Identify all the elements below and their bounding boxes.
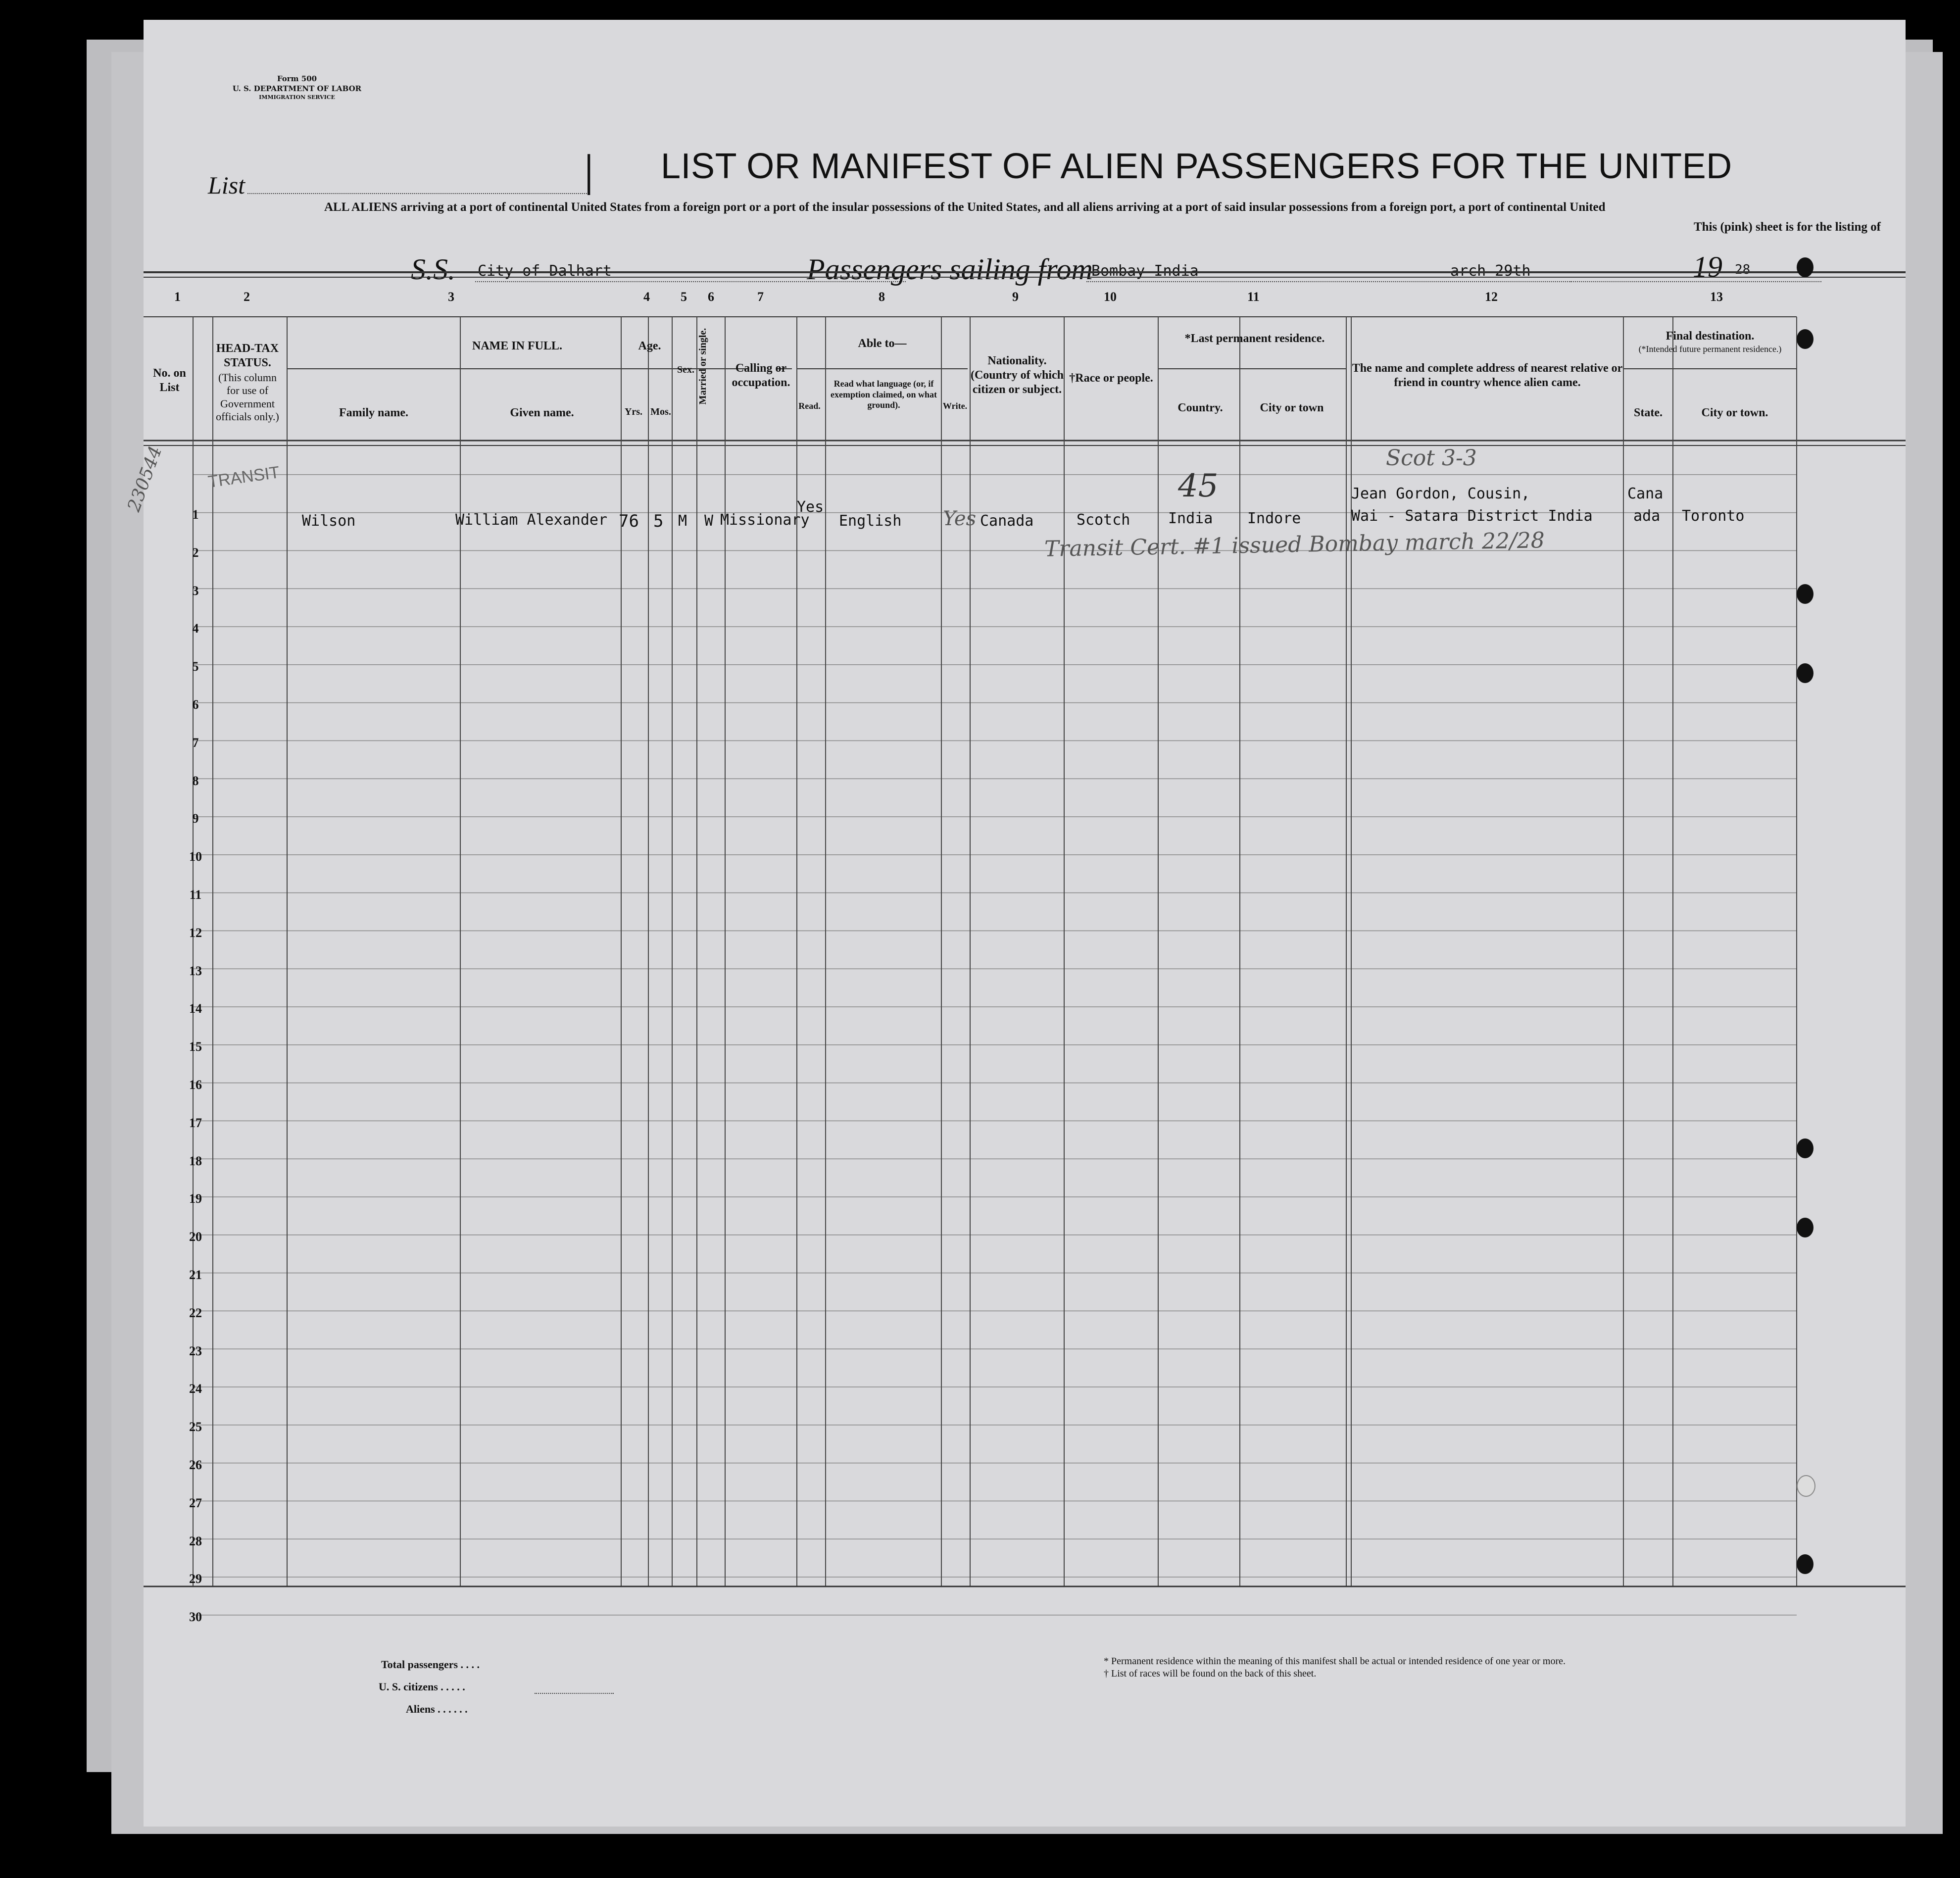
transit-stamp: TRANSIT <box>206 463 281 492</box>
header-married: Married or single. <box>697 328 708 405</box>
sailing-date: arch 29th <box>1450 262 1531 280</box>
header-sex: Sex. <box>677 364 694 375</box>
row-number: 4 <box>192 621 199 636</box>
header-final-destination-note: (*Intended future permanent residence.) <box>1638 344 1782 354</box>
age-months: 5 <box>653 511 664 531</box>
row-number: 6 <box>192 697 199 712</box>
dest-city: Toronto <box>1682 507 1745 525</box>
dest-state-line-1: Cana <box>1627 485 1664 502</box>
row-number: 3 <box>192 583 199 598</box>
binder-hole <box>1797 1554 1813 1574</box>
hand-transit-note: Transit Cert. #1 issued Bombay march 22/28 <box>1044 528 1545 562</box>
married-status: W <box>704 512 714 530</box>
col-number: 12 <box>1485 290 1498 304</box>
header-nationality: Nationality. (Country of which citizen or subject. <box>970 354 1064 396</box>
col-number: 1 <box>174 290 181 304</box>
us-citizens-line <box>535 1693 614 1694</box>
row-number: 5 <box>192 659 199 674</box>
header-able-to: Able to— <box>858 337 907 350</box>
year-suffix: 28 <box>1735 262 1751 277</box>
header-yrs: Yrs. <box>624 406 643 417</box>
header-country: Country. <box>1177 401 1223 414</box>
manifest-sheet <box>124 20 1906 1827</box>
relative-line-1: Jean Gordon, Cousin, <box>1351 485 1530 502</box>
col-number: 9 <box>1012 290 1019 304</box>
header-city-or-town: City or town <box>1260 401 1324 414</box>
row-number: 24 <box>189 1382 202 1396</box>
nationality: Canada <box>980 512 1034 530</box>
row-number: 7 <box>192 735 199 750</box>
language: English <box>839 512 902 530</box>
margin-number: 230544 <box>124 443 166 515</box>
title: LIST OR MANIFEST OF ALIEN PASSENGERS FOR THE UNITED <box>661 147 1732 186</box>
header-head-tax: HEAD-TAX STATUS. <box>216 342 279 369</box>
row-number: 8 <box>192 773 199 788</box>
row-number: 25 <box>189 1420 202 1434</box>
ship-prefix: S.S. <box>411 253 455 286</box>
binder-hole <box>1797 663 1813 683</box>
row-number: 30 <box>189 1610 202 1625</box>
row-number: 15 <box>189 1039 202 1054</box>
header-read: Read. <box>798 401 821 411</box>
sex: M <box>678 512 687 530</box>
aliens-label: Aliens . . . . . . <box>406 1703 468 1715</box>
total-passengers-label: Total passengers . . . . <box>381 1658 480 1671</box>
row-number: 17 <box>189 1115 202 1130</box>
row-number: 23 <box>189 1343 202 1358</box>
row-number: 13 <box>189 963 202 978</box>
header-age: Age. <box>638 340 661 352</box>
row-number: 11 <box>189 888 202 902</box>
header-state: State. <box>1634 406 1663 419</box>
row-number: 22 <box>189 1305 202 1320</box>
row-number: 1 <box>192 507 199 522</box>
header-no-on-list: No. on List <box>153 367 186 394</box>
header-relative: The name and complete address of nearest relative or friend in country whence alien came. <box>1352 362 1623 389</box>
header-read-language: Read what language (or, if exemption claimed, on what ground). <box>831 379 937 410</box>
occupation: Missionary <box>720 511 810 529</box>
footnote-races: † List of races will be found on the back of this sheet. <box>1104 1668 1317 1679</box>
header-race: †Race or people. <box>1069 372 1153 385</box>
row-number: 19 <box>189 1191 202 1206</box>
header-name-in-full: NAME IN FULL. <box>472 340 562 352</box>
age-years: 76 <box>619 511 639 531</box>
col-number: 13 <box>1710 290 1723 304</box>
hand-country-number: 45 <box>1178 468 1219 504</box>
sailing-label: Passengers sailing from <box>807 253 1093 286</box>
binder-hole <box>1797 1218 1813 1237</box>
binder-hole <box>1797 257 1813 277</box>
row-number: 14 <box>189 1001 202 1016</box>
header-given-name: Given name. <box>510 406 574 419</box>
col-number: 11 <box>1247 290 1260 304</box>
binder-hole <box>1797 329 1813 349</box>
us-citizens-label: U. S. citizens . . . . . <box>379 1680 465 1693</box>
binder-hole <box>1797 1475 1815 1497</box>
footnote-residence: * Permanent residence within the meaning of this manifest shall be actual or intended residence of one year or more. <box>1104 1656 1566 1667</box>
form-number: Form 500 <box>277 74 317 83</box>
col-number: 8 <box>879 290 885 304</box>
hand-relative-note: Scot 3-3 <box>1386 445 1477 471</box>
row-number: 21 <box>189 1268 202 1282</box>
port: Bombay India <box>1091 262 1199 280</box>
last-city: Indore <box>1247 510 1301 527</box>
mark: ׀ <box>579 156 599 197</box>
list-label: List <box>208 171 245 199</box>
col-number: 2 <box>244 290 250 304</box>
col-number: 4 <box>643 290 650 304</box>
last-country: India <box>1168 510 1213 527</box>
row-number: 16 <box>189 1078 202 1092</box>
binder-hole <box>1797 1138 1813 1158</box>
header-dest-city: City or town. <box>1701 406 1768 419</box>
row-number: 28 <box>189 1533 202 1548</box>
row-number: 12 <box>189 925 202 940</box>
header-head-tax-note: (This column for use of Government officials only.) <box>216 371 279 423</box>
col-number: 3 <box>448 290 454 304</box>
col-number: 10 <box>1104 290 1117 304</box>
header-final-destination: Final destination. <box>1666 330 1755 343</box>
header-mos: Mos. <box>650 406 671 417</box>
header-write: Write. <box>942 401 968 411</box>
row-number: 27 <box>189 1495 202 1510</box>
header-last-residence: *Last permanent residence. <box>1184 332 1325 345</box>
race: Scotch <box>1077 511 1130 529</box>
header-calling: Calling or occupation. <box>732 362 790 389</box>
year-prefix: 19 <box>1693 250 1722 283</box>
instruction: ALL ALIENS arriving at a port of continental United States from a foreign port or a port of the insular possessions of the United States, and all aliens arriving at a port of said insular possessions from a foreign port, a port of continental United <box>324 200 1606 214</box>
department: U. S. DEPARTMENT OF LABOR <box>232 84 362 93</box>
row-number: 20 <box>189 1230 202 1244</box>
relative-line-2: Wai - Satara District India <box>1351 507 1593 525</box>
family-name: Wilson <box>302 512 356 530</box>
given-name: William Alexander <box>455 511 608 529</box>
instruction-2: This (pink) sheet is for the listing of <box>1693 220 1881 234</box>
row-number: 9 <box>192 811 199 826</box>
dest-state-line-2: ada <box>1633 507 1661 525</box>
row-number: 2 <box>192 545 199 560</box>
row-number: 10 <box>189 849 202 864</box>
col-number: 6 <box>708 290 714 304</box>
col-number: 5 <box>681 290 687 304</box>
write: Yes <box>943 507 977 530</box>
header-family-name: Family name. <box>339 406 408 419</box>
col-number: 7 <box>757 290 764 304</box>
service: IMMIGRATION SERVICE <box>259 94 335 100</box>
row-number: 26 <box>189 1458 202 1472</box>
ship-name: City of Dalhart <box>478 262 612 280</box>
row-number: 29 <box>189 1572 202 1586</box>
row-number: 18 <box>189 1153 202 1168</box>
read: Yes <box>797 498 824 516</box>
binder-hole <box>1797 584 1813 604</box>
table-grid <box>144 20 1906 1827</box>
